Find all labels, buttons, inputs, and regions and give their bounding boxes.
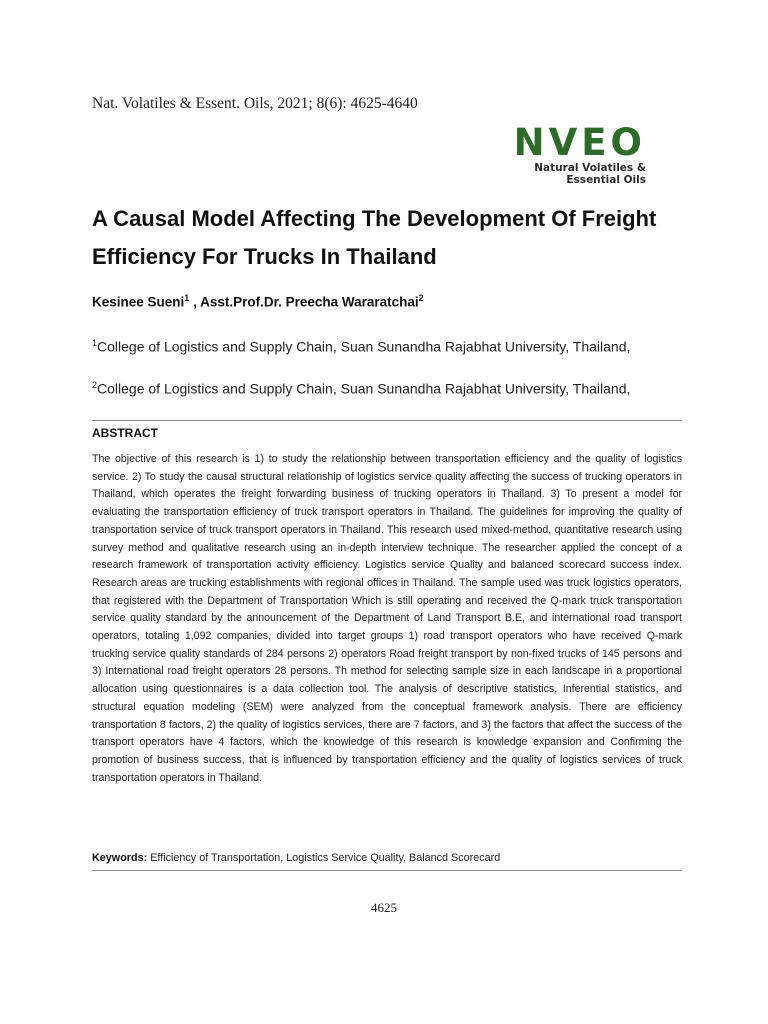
keywords-label: Keywords:	[92, 852, 148, 864]
abstract-heading: ABSTRACT	[92, 426, 158, 440]
affiliation-1-text: College of Logistics and Supply Chain, Suan Sunandha Rajabhat University, Thailand,	[97, 338, 631, 355]
author-separator: ,	[189, 294, 201, 310]
abstract-text: The objective of this research is 1) to study the relationship between transportation efficiency and the quality of logistics service. 2) To study the causal structural relationship of logistics service quality affecting the success of trucking operators in Thailand, which operates the freight forwarding business of trucking operators in Thailand. 3) To present a model for evaluating the transportation efficiency of truck transport operators in Thailand. The guidelines for improving the quality of transportation service of truck transport operators in Thailand. This research used mixed-method, quantitative research using survey method and qualitative research using an in-depth interview technique. The researcher applied the concept of a research framework of transportation activity efficiency. Logistics service Quality and balanced scorecard success index. Research areas are trucking establishments with regional offices in Thailand. The sample used was truck logistics operators, that registered with the Department of Transportation Which is still operating and received the Q-mark truck transportation service quality standard by the announcement of the Department of Land Transport B.E, and international road transport operators, totaling 1,092 companies, divided into target groups 1) road transport operators who have received Q-mark trucking service quality standards of 284 persons 2) operators Road freight transport by non-fixed trucks of 145 persons and 3) International road freight operators 28 persons. Th method for selecting sample size in each landscape in a proportional allocation using questionnaires is a data collection tool. The analysis of descriptive statistics, Inferential statistics, and structural equation modeling (SEM) were analyzed from the conceptual framework analysis. There are efficiency transportation 8 factors, 2) the quality of logistics services, there are 7 factors, and 3) the factors that affect the success of the transport operators have 4 factors, which the knowledge of this research is knowledge expansion and Confirming the promotion of business success, that is influenced by transportation efficiency and the quality of logistics services of truck transportation operators in Thailand.	[92, 453, 682, 784]
author-1-superscript: 1	[184, 293, 190, 303]
journal-logo	[513, 121, 646, 186]
page-number: 4625	[371, 900, 397, 915]
logo-subtitle-line2: Essential Oils	[566, 174, 646, 186]
logo-subtitle-line1: Natural Volatiles &	[534, 162, 646, 174]
bottom-divider	[92, 870, 682, 871]
keywords-text: Efficiency of Transportation, Logistics Service Quality, Balancd Scorecard	[147, 852, 501, 864]
author-2-superscript: 2	[418, 293, 424, 303]
title-line-2: Efficiency For Trucks In Thailand	[92, 244, 437, 269]
author-list	[92, 293, 424, 310]
affiliation-1	[92, 338, 630, 355]
journal-reference: Nat. Volatiles & Essent. Oils, 2021; 8(6): 4625-4640	[92, 95, 418, 112]
top-divider	[92, 420, 682, 421]
affiliation-1-superscript: 1	[92, 338, 98, 348]
title-line-1: A Causal Model Affecting The Development Of Freight	[92, 206, 657, 231]
affiliation-2-superscript: 2	[92, 380, 98, 390]
paper-title	[92, 200, 692, 276]
affiliation-2	[92, 380, 630, 397]
logo-mark: NVEO	[513, 121, 646, 164]
keywords	[92, 852, 500, 864]
author-1: Kesinee Sueni	[92, 294, 185, 310]
author-2: Asst.Prof.Dr. Preecha Wararatchai	[200, 294, 419, 310]
affiliation-2-text: College of Logistics and Supply Chain, Suan Sunandha Rajabhat University, Thailand,	[97, 380, 631, 397]
